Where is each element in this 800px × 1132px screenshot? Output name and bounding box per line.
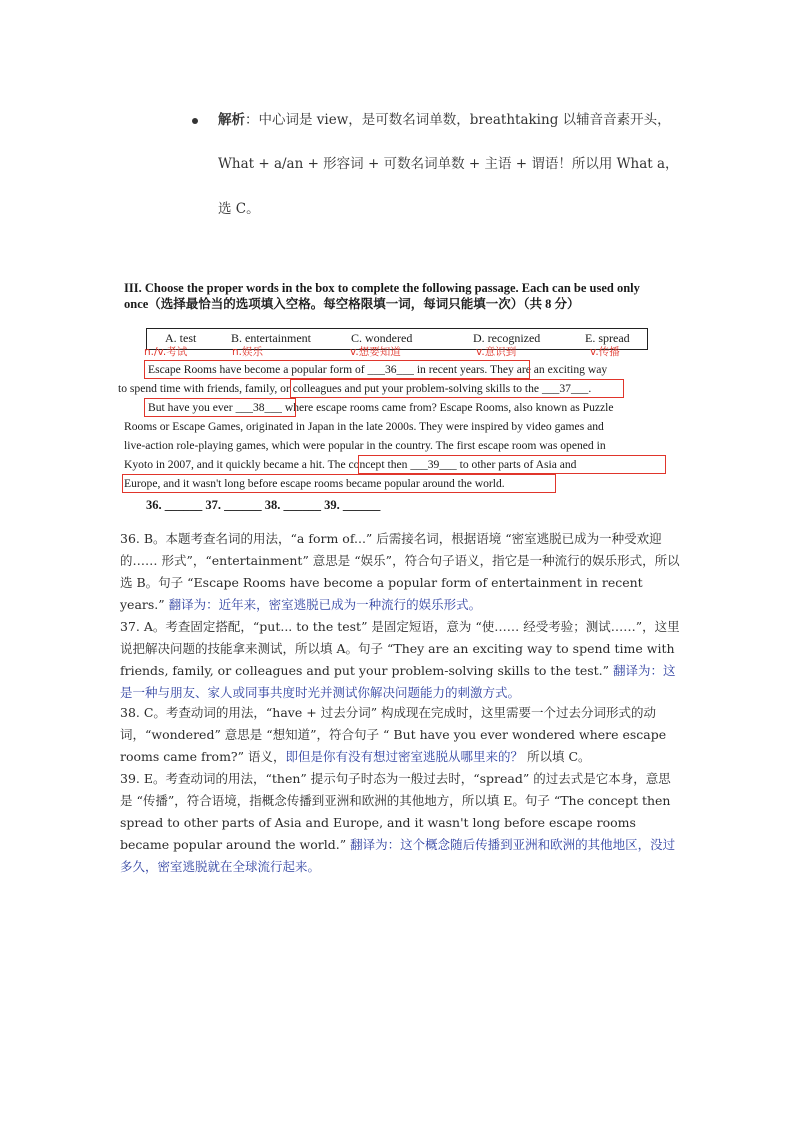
explanation-39-translation: 翻译为：这个概念随后传播到亚洲和欧洲的其他地区，没过多久，密室逃脱就在全球流行起来。 (120, 837, 676, 874)
explanation-37-translation: 翻译为：这是一种与朋友、家人或同事共度时光并测试你解决问题能力的刺激方式。 (120, 663, 676, 700)
passage-line-3: But have you ever ___38___ where escape rooms came from? Escape Rooms, also known as Puzzle (148, 401, 614, 414)
note-d: v.意识到 (476, 346, 517, 358)
analysis-label: 解析 (218, 112, 245, 128)
passage-line-5: live-action role-playing games, which were popular in the country. The first escape room was opened in (124, 439, 606, 452)
option-d: D. recognized (473, 331, 541, 345)
explanation-39 (120, 768, 680, 878)
note-e: v.传播 (590, 346, 620, 358)
explanation-38 (120, 702, 680, 768)
passage-line-2: to spend time with friends, family, or colleagues and put your problem-solving skills to the ___37___. (118, 382, 592, 395)
highlight-sentence-39b (122, 474, 556, 493)
explanation-38-tail: 所以填 C。 (523, 749, 591, 764)
highlight-sentence-38 (144, 398, 296, 417)
highlight-sentence-37 (290, 379, 624, 398)
explanation-38-text: 38. C。考查动词的用法，“have + 过去分词” 构成现在完成时，这里需要一个过去分词形式的动词，“wondered” 意思是 “想知道”，符合句子 “ But have you ever wondered where escape rooms came from?” 语义， (120, 705, 667, 764)
explanation-37 (120, 616, 680, 704)
analysis-line-2: What + a/an + 形容词 + 可数名词单数 + 主语 + 谓语！所以用 What a， (218, 156, 679, 172)
explanation-36 (120, 528, 680, 616)
explanation-36-text: 36. B。本题考查名词的用法，“a form of...” 后需接名词，根据语境 “密室逃脱已成为一种受欢迎的…… 形式”，“entertainment” 意思是 “娱乐”，符合句子语义，指它是一种流行的娱乐形式，所以选 B。句子 “Escape Rooms have become a popular form of entertainment in recent years.” (120, 531, 680, 612)
option-e: E. spread (585, 331, 630, 345)
passage-line-1: Escape Rooms have become a popular form of ___36___ in recent years. They are an exciting way (148, 363, 608, 376)
option-c: C. wondered (351, 331, 413, 345)
note-b: n.娱乐 (232, 346, 263, 358)
option-a: A. test (165, 331, 197, 345)
explanation-38-translation: 即但是你有没有想过密室逃脱从哪里来的？ (285, 749, 524, 764)
bullet-point (192, 118, 198, 124)
highlight-sentence-39a (358, 455, 666, 474)
exercise-title (124, 280, 664, 312)
highlight-sentence-36 (144, 360, 530, 379)
explanation-39-text: 39. E。考查动词的用法，“then” 提示句子时态为一般过去时，“spread” 的过去式是它本身，意思是 “传播”，符合语境，指概念传播到亚洲和欧洲的其他地方，所以填 E。句子 “The concept then spread to other parts of Asia and Europe, and it wasn't long before escape rooms became popular around the world.” (120, 771, 671, 852)
answer-blanks: 36. ______ 37. ______ 38. ______ 39. ______ (146, 498, 381, 512)
analysis-line-1 (218, 108, 671, 128)
exercise-title-line-2: once（选择最恰当的选项填入空格。每空格限填一词，每词只能填一次）（共 8 分） (124, 297, 580, 311)
note-c: v.想要知道 (350, 346, 401, 358)
explanation-36-translation: 翻译为：近年来，密室逃脱已成为一种流行的娱乐形式。 (168, 597, 482, 612)
analysis-line-3: 选 C。 (218, 201, 260, 217)
explanation-37-text: 37. A。考查固定搭配，“put... to the test” 是固定短语，意为 “使…… 经受考验；测试……”，这里说把解决问题的技能拿来测试，所以填 A。句子 “They are an exciting way to spend time with friends, family, or colleagues and put your problem-solving skills to the test.” (120, 619, 680, 678)
passage-line-7: Europe, and it wasn't long before escape rooms became popular around the world. (124, 477, 505, 490)
analysis-text-1: ：中心词是 view，是可数名词单数，breathtaking 以辅音音素开头， (245, 112, 671, 128)
passage-line-4: Rooms or Escape Games, originated in Japan in the late 2000s. They were inspired by video games and (124, 420, 604, 433)
exercise-title-line-1: III. Choose the proper words in the box to complete the following passage. Each can be used only (124, 281, 640, 295)
note-a: n./v.考试 (144, 346, 188, 358)
passage-line-6: Kyoto in 2007, and it quickly became a hit. The concept then ___39___ to other parts of Asia and (124, 458, 577, 471)
option-b: B. entertainment (231, 331, 311, 345)
